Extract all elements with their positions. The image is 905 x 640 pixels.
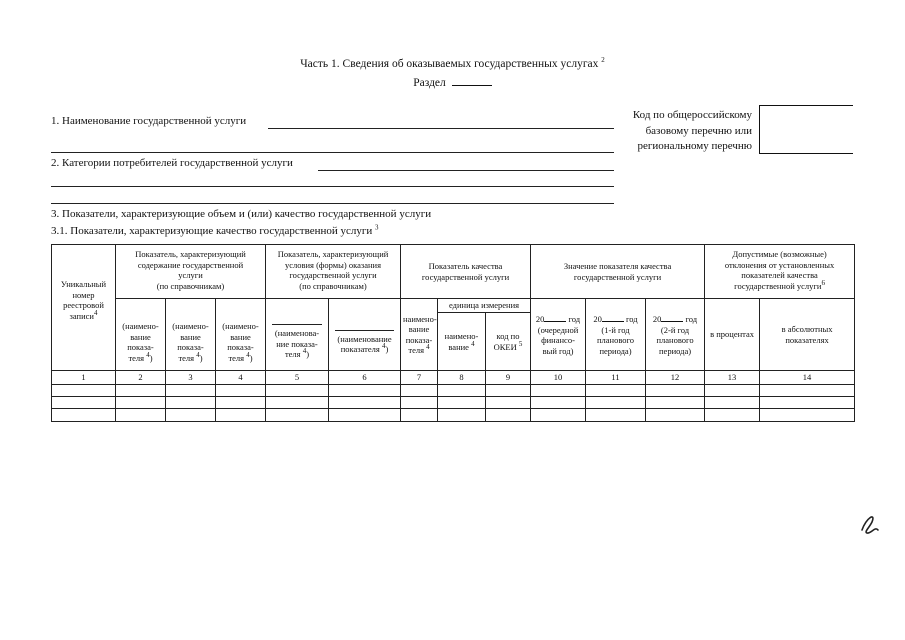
header-condition-indicator xyxy=(266,245,401,299)
c6-text-2: показателя xyxy=(340,344,380,354)
header-content-line-2: содержание государственной xyxy=(137,259,244,270)
table-cell[interactable] xyxy=(329,408,401,421)
table-row xyxy=(52,408,855,421)
col-number: 8 xyxy=(438,371,486,385)
table-cell[interactable] xyxy=(705,396,760,408)
c7-text-4: теля xyxy=(408,345,424,355)
c4-line-4 xyxy=(218,350,263,364)
c11-line-1: (1-й год xyxy=(601,324,630,335)
header-dev-line-4 xyxy=(707,278,852,292)
c6-block xyxy=(335,330,394,355)
section-number-blank[interactable] xyxy=(452,75,492,86)
header-quality-value xyxy=(531,245,705,299)
table-cell[interactable] xyxy=(760,408,855,421)
col-number: 3 xyxy=(166,371,216,385)
header-dev-text-4: государственной услуги xyxy=(734,280,822,291)
service-name-label: 1. Наименование государственной услуги xyxy=(51,115,247,127)
c4-line-3: показа- xyxy=(227,342,254,352)
c12-year xyxy=(648,313,702,325)
table-cell[interactable] xyxy=(438,396,486,408)
c5-block xyxy=(272,324,322,360)
c12-year-blank[interactable] xyxy=(661,313,683,322)
header-dev-line-3: показателей качества xyxy=(741,270,818,280)
c10-line-1: (очередной xyxy=(537,324,579,335)
c3-line-4 xyxy=(168,350,213,364)
c8-sup: 4 xyxy=(471,339,475,348)
c10-year xyxy=(533,313,583,325)
c2-line-4 xyxy=(118,350,163,364)
c2-line-2: вание xyxy=(130,331,151,342)
table-cell[interactable] xyxy=(531,408,586,421)
col-number: 14 xyxy=(760,371,855,385)
registry-code-line-3: региональному перечню xyxy=(637,140,752,152)
c6-line-1: (наименование xyxy=(337,333,392,344)
col-number: 11 xyxy=(586,371,646,385)
registry-code-label xyxy=(606,108,752,155)
consumer-categories-line-1[interactable] xyxy=(318,170,614,171)
c3-text-4: теля xyxy=(178,352,195,363)
c4-close: ) xyxy=(249,352,253,363)
c11-line-3: периода) xyxy=(599,345,632,356)
table-cell[interactable] xyxy=(531,384,586,396)
col-number: 9 xyxy=(486,371,531,385)
header-col-5 xyxy=(266,299,329,371)
header-cond-line-3: государственной услуги xyxy=(289,270,377,280)
table-row xyxy=(52,384,855,396)
header-col-9 xyxy=(486,313,531,371)
table-cell[interactable] xyxy=(329,384,401,396)
table-cell[interactable] xyxy=(586,396,646,408)
c3-close: ) xyxy=(199,352,203,363)
service-name-line-1[interactable] xyxy=(268,128,614,129)
c11-line-2: планового xyxy=(596,335,635,345)
table-header-row-1 xyxy=(52,245,855,299)
c9-line-2 xyxy=(488,339,528,353)
table-cell[interactable] xyxy=(646,396,705,408)
header-col-8 xyxy=(438,313,486,371)
quality-indicators-footnote: 3 xyxy=(375,223,379,232)
table-cell[interactable] xyxy=(705,408,760,421)
header-col-11 xyxy=(586,299,646,371)
header-unique-line-3: реестровой xyxy=(63,300,104,310)
table-cell[interactable] xyxy=(52,396,116,408)
header-allowed-deviation xyxy=(705,245,855,299)
table-cell[interactable] xyxy=(166,396,216,408)
c8-text-2: вание xyxy=(448,341,469,352)
title-text: Часть 1. Сведения об оказываемых государственных услугах xyxy=(300,58,599,70)
c4-sup: 4 xyxy=(246,350,250,359)
c10-year-20: 20 xyxy=(535,314,545,324)
c7-line-3: показа- xyxy=(405,334,433,345)
c12-line-2: планового xyxy=(656,335,694,345)
c2-line-3: показа- xyxy=(127,342,154,352)
c9-line-1: код по xyxy=(496,331,520,341)
table-cell[interactable] xyxy=(266,408,329,421)
column-number-row xyxy=(52,371,855,385)
c5-close: ) xyxy=(306,349,310,360)
header-unique-sup: 4 xyxy=(93,308,98,317)
col-number: 4 xyxy=(216,371,266,385)
header-dev-sup: 6 xyxy=(821,278,825,287)
header-cond-line-1: Показатель, характеризующий xyxy=(277,249,389,259)
handwritten-signature xyxy=(858,508,882,542)
c5-sup: 4 xyxy=(302,347,307,356)
table-cell[interactable] xyxy=(52,408,116,421)
table-cell[interactable] xyxy=(646,384,705,396)
header-value-line-2: государственной услуги xyxy=(573,271,662,282)
quality-indicators-label xyxy=(51,225,379,237)
consumer-categories-line-3[interactable] xyxy=(51,203,614,204)
c6-close: ) xyxy=(385,344,389,354)
c3-sup: 4 xyxy=(196,350,200,359)
header-col-13: в процентах xyxy=(705,299,760,371)
c5-line-3 xyxy=(272,349,322,360)
table-cell[interactable] xyxy=(216,396,266,408)
section-line xyxy=(0,75,905,89)
header-col-14 xyxy=(760,299,855,371)
header-quality-line-1: Показатель качества xyxy=(428,261,503,271)
c4-line-2: вание xyxy=(230,331,251,342)
c2-line-1: (наимено- xyxy=(122,321,159,331)
header-content-indicator xyxy=(116,245,266,299)
col-number: 6 xyxy=(329,371,401,385)
header-content-line-4: (по справочникам) xyxy=(156,280,225,291)
c11-year-god: год xyxy=(626,314,638,324)
table-cell[interactable] xyxy=(646,408,705,421)
c9-text-2: ОКЕИ xyxy=(493,341,517,352)
table-cell[interactable] xyxy=(52,384,116,396)
c5-text-3: теля xyxy=(284,349,301,360)
c3-line-1: (наимено- xyxy=(172,321,209,331)
header-col-4 xyxy=(216,299,266,371)
table-cell[interactable] xyxy=(486,408,531,421)
c6-sup: 4 xyxy=(381,342,386,351)
c10-year-blank[interactable] xyxy=(544,313,566,322)
c10-line-3: вый год) xyxy=(542,345,574,356)
c11-year xyxy=(588,313,643,325)
table-cell[interactable] xyxy=(486,396,531,408)
c4-line-1: (наимено- xyxy=(222,321,259,331)
c2-text-4: теля xyxy=(128,352,145,363)
header-col-6 xyxy=(329,299,401,371)
c2-sup: 4 xyxy=(146,350,150,359)
table-cell[interactable] xyxy=(266,384,329,396)
c5-line-2: ние показа- xyxy=(276,338,318,349)
c11-year-blank[interactable] xyxy=(602,313,624,322)
service-name-line-2[interactable] xyxy=(51,152,614,153)
c3-line-2: вание xyxy=(180,331,201,342)
header-unique-line-2: номер xyxy=(72,289,95,300)
c7-line-1: наимено- xyxy=(403,313,437,324)
col-number: 13 xyxy=(705,371,760,385)
consumer-categories-line-2[interactable] xyxy=(51,186,614,187)
header-col-10 xyxy=(531,299,586,371)
c3-line-3: показа- xyxy=(177,342,204,352)
table-cell[interactable] xyxy=(760,384,855,396)
header-dev-line-2: отклонения от установленных xyxy=(724,259,835,270)
c12-year-god: год xyxy=(685,314,698,324)
header-col-12 xyxy=(646,299,705,371)
header-unique-line-1: Уникальный xyxy=(60,279,107,289)
header-quality-line-2: государственной услуги xyxy=(421,271,510,282)
header-dev-line-1: Допустимые (возможные) xyxy=(732,249,827,259)
c11-year-20: 20 xyxy=(593,314,602,324)
table-cell[interactable] xyxy=(116,408,166,421)
registry-code-line-1: Код по общероссийскому xyxy=(632,109,752,121)
c14-line-2: показателях xyxy=(785,334,829,345)
table-cell[interactable] xyxy=(438,384,486,396)
col-number: 5 xyxy=(266,371,329,385)
table-cell[interactable] xyxy=(586,384,646,396)
header-value-line-1: Значение показателя качества xyxy=(563,261,672,271)
c12-line-1: (2-й год xyxy=(660,324,690,335)
c12-year-20: 20 xyxy=(652,314,662,324)
header-col-2 xyxy=(116,299,166,371)
header-unique-line-4 xyxy=(54,308,113,322)
title-footnote: 2 xyxy=(601,56,605,65)
consumer-categories-label: 2. Категории потребителей государственной услуги xyxy=(51,157,293,169)
table-cell[interactable] xyxy=(401,384,438,396)
col-number: 1 xyxy=(52,371,116,385)
c7-sup: 4 xyxy=(426,343,430,352)
header-cond-line-2: условия (формы) оказания xyxy=(284,259,382,270)
table-cell[interactable] xyxy=(116,396,166,408)
header-unique-number xyxy=(52,245,116,371)
c12-line-3: периода) xyxy=(659,345,692,356)
section-label: Раздел xyxy=(413,77,446,89)
table-cell[interactable] xyxy=(760,396,855,408)
header-cond-line-4: (по справочникам) xyxy=(299,280,367,291)
header-quality-indicator xyxy=(401,245,531,299)
c10-year-god: год xyxy=(568,314,581,324)
table-cell[interactable] xyxy=(329,396,401,408)
header-content-line-1: Показатель, характеризующий xyxy=(135,249,246,259)
registry-code-box[interactable] xyxy=(759,105,853,154)
c4-text-4: теля xyxy=(228,352,245,363)
table-cell[interactable] xyxy=(586,408,646,421)
header-col-3 xyxy=(166,299,216,371)
c2-close: ) xyxy=(149,352,153,363)
quality-indicators-table xyxy=(51,244,855,422)
table-cell[interactable] xyxy=(531,396,586,408)
c10-line-2: финансо- xyxy=(541,335,575,345)
table-cell[interactable] xyxy=(705,384,760,396)
table-cell[interactable] xyxy=(116,384,166,396)
table-row xyxy=(52,396,855,408)
c8-line-2 xyxy=(440,339,483,353)
table-cell[interactable] xyxy=(216,384,266,396)
form-part-title xyxy=(0,58,905,70)
signature-mark-icon xyxy=(858,508,882,536)
table-cell[interactable] xyxy=(166,384,216,396)
header-col-7 xyxy=(401,299,438,371)
table-cell[interactable] xyxy=(266,396,329,408)
c7-line-4 xyxy=(403,345,435,356)
col-number: 7 xyxy=(401,371,438,385)
c14-line-1: в абсолютных xyxy=(781,324,833,334)
header-unique-text-4: записи xyxy=(69,310,94,321)
header-content-line-3: услуги xyxy=(178,270,203,280)
table-cell[interactable] xyxy=(486,384,531,396)
table-header-row-2 xyxy=(52,299,855,313)
c9-sup: 5 xyxy=(518,339,523,348)
table-cell[interactable] xyxy=(401,396,438,408)
col-number: 10 xyxy=(531,371,586,385)
c6-line-2 xyxy=(335,344,394,355)
table-cell[interactable] xyxy=(216,408,266,421)
quality-indicators-text: 3.1. Показатели, характеризующие качество государственной услуги xyxy=(51,225,373,237)
c8-line-1: наимено- xyxy=(444,331,479,341)
header-unit-of-measure: единица измерения xyxy=(438,299,531,313)
col-number: 12 xyxy=(646,371,705,385)
table-cell[interactable] xyxy=(166,408,216,421)
table-cell[interactable] xyxy=(401,408,438,421)
table-cell[interactable] xyxy=(438,408,486,421)
col-number: 2 xyxy=(116,371,166,385)
c5-line-1: (наименова- xyxy=(274,328,320,339)
indicators-label: 3. Показатели, характеризующие объем и (или) качество государственной услуги xyxy=(51,208,432,220)
registry-code-line-2: базовому перечню или xyxy=(645,124,752,137)
c7-line-2: вание xyxy=(408,324,430,334)
